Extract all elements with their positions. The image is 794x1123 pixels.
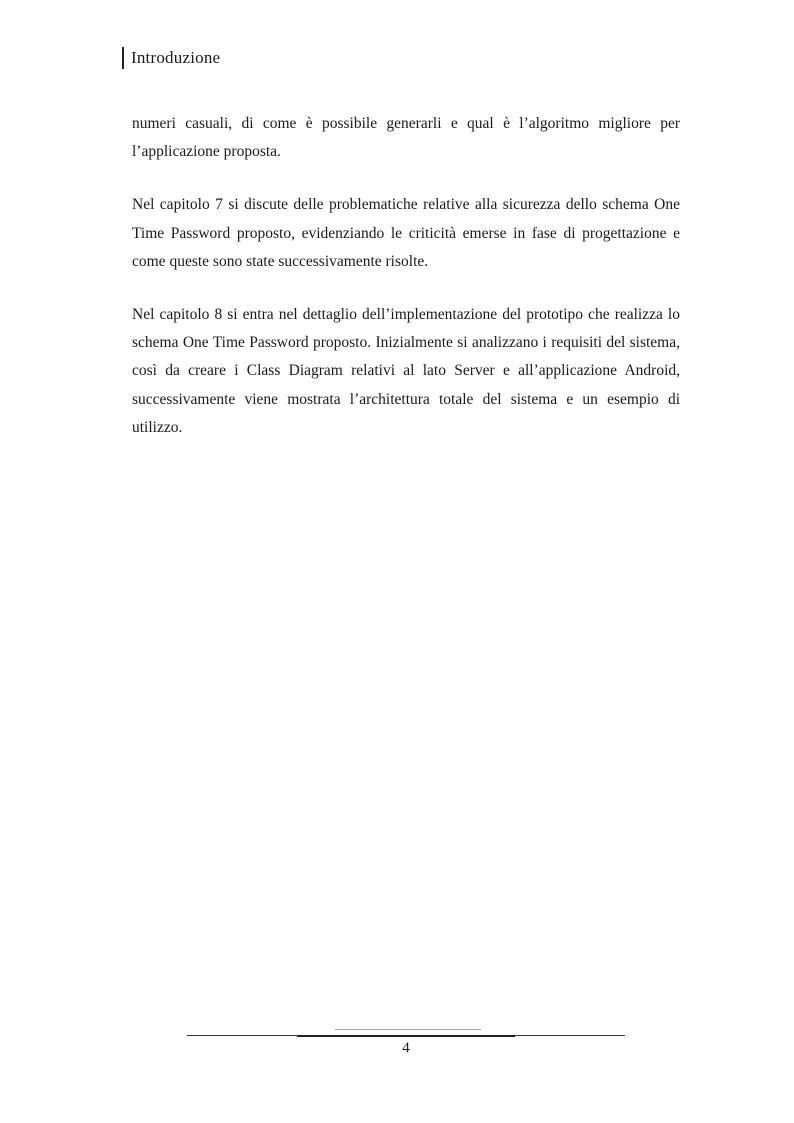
paragraph-3: Nel capitolo 8 si entra nel dettaglio dell’implementazione del prototipo che realizza lo schema One Time Password proposto. Inizialmente si analizzano i requisiti del sistema, così da creare i Class Diagram relativi al lato Server e all’applicazione Android, successivamente viene mostrata l’architettura totale del sistema e un esempio di utilizzo.: [132, 306, 680, 436]
page-footer: [187, 1028, 625, 1057]
header-title: Introduzione: [131, 48, 221, 67]
footer-rule-accent-gray: [335, 1029, 481, 1030]
paragraph-1: numeri casuali, di come è possibile generarli e qual è l’algoritmo migliore per l’applicazione proposta.: [132, 115, 680, 161]
page-number: 4: [402, 1040, 410, 1056]
header-rule: [122, 47, 124, 69]
running-header: [122, 46, 220, 70]
body-text: [132, 110, 680, 467]
footer-rule: [187, 1035, 625, 1036]
paragraph-2: Nel capitolo 7 si discute delle problematiche relative alla sicurezza dello schema One Time Password proposto, evidenziando le criticità emerse in fase di progettazione e come queste sono state successivamente risolte.: [132, 196, 680, 270]
footer-rule-accent-dark: [297, 1035, 515, 1037]
